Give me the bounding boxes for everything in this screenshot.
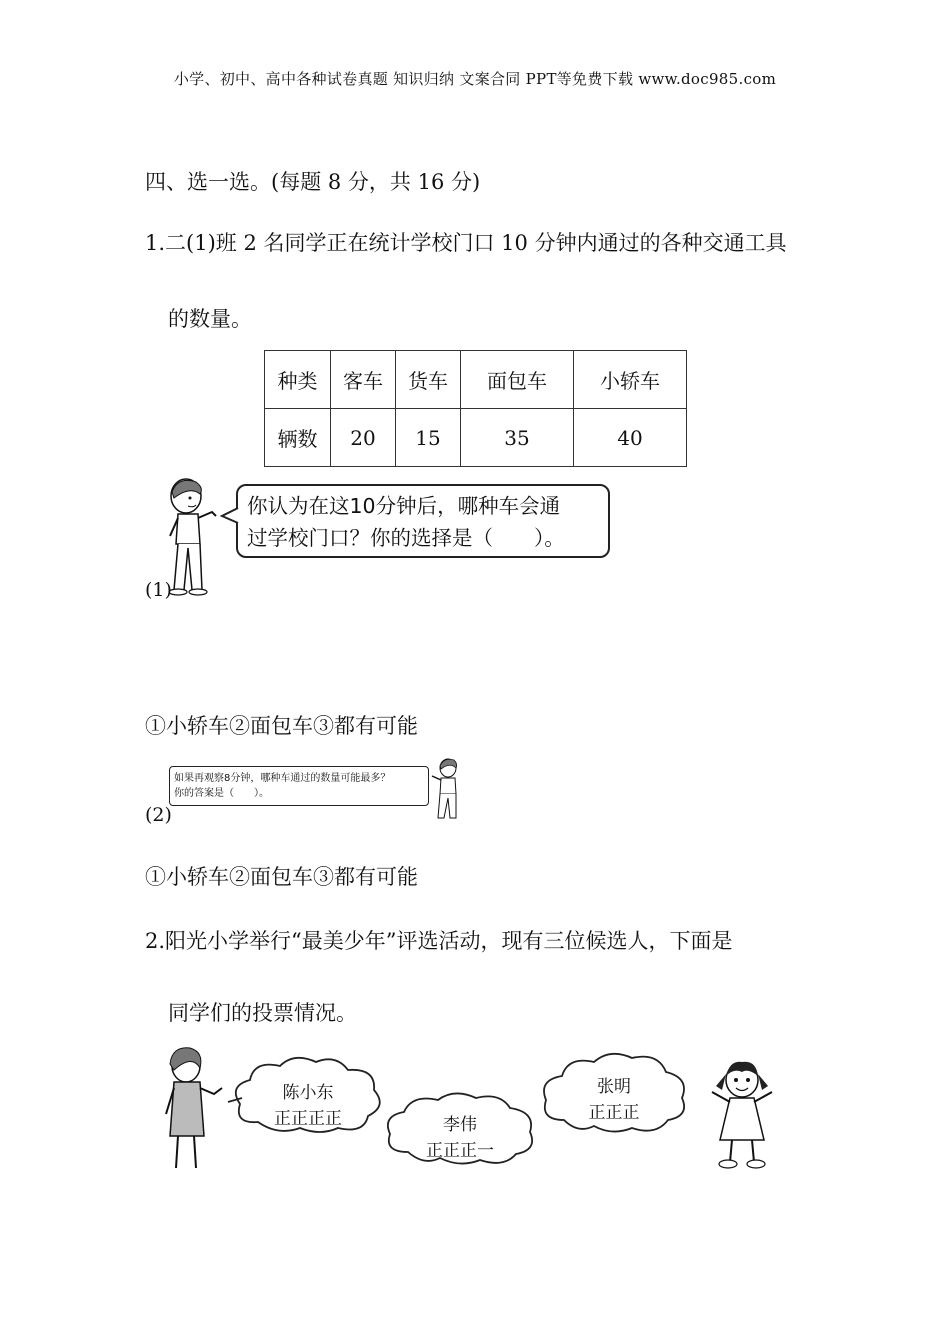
bubble-line: 如果再观察8分钟，哪种车通过的数量可能最多？ bbox=[174, 773, 391, 784]
table-header-cell: 客车 bbox=[331, 351, 396, 409]
bubble-line: 你认为在这10分钟后，哪种车会通 bbox=[247, 494, 561, 518]
table-header-row bbox=[265, 351, 687, 409]
sub-question-label-1: (1) bbox=[145, 579, 172, 601]
vehicle-table bbox=[264, 350, 687, 467]
q1-line1: 1.二(1)班 2 名同学正在统计学校门口 10 分钟内通过的各种交通工具 bbox=[145, 231, 787, 255]
table-header-cell: 小轿车 bbox=[574, 351, 687, 409]
q2-line1: 2.阳光小学举行“最美少年”评选活动，现有三位候选人，下面是 bbox=[145, 929, 733, 953]
q1-line2: 的数量。 bbox=[168, 307, 252, 331]
candidate-name: 张明 bbox=[597, 1077, 631, 1097]
bubble-line: 你的答案是（ ）。 bbox=[174, 788, 269, 799]
table-cell: 40 bbox=[574, 409, 687, 467]
table-row bbox=[265, 409, 687, 467]
table-cell: 35 bbox=[461, 409, 574, 467]
table-cell: 20 bbox=[331, 409, 396, 467]
speech-bubble-q1-1 bbox=[236, 484, 610, 558]
small-boy-illustration bbox=[428, 756, 468, 822]
bubble-tail bbox=[220, 508, 240, 524]
section-title: 四、选一选。(每题 8 分，共 16 分) bbox=[145, 170, 481, 194]
girl-right-illustration bbox=[700, 1056, 784, 1172]
speech-bubble-q1-2 bbox=[169, 766, 429, 806]
table-header-cell: 货车 bbox=[396, 351, 461, 409]
table-header-cell: 面包车 bbox=[461, 351, 574, 409]
girl-left-illustration bbox=[158, 1044, 234, 1174]
options-1: ①小轿车②面包车③都有可能 bbox=[145, 714, 418, 738]
candidate-name: 陈小东 bbox=[282, 1083, 334, 1103]
boy-illustration bbox=[160, 474, 240, 598]
page-header: 小学、初中、高中各种试卷真题 知识归纳 文案合同 PPT等免费下载 www.doc985.com bbox=[173, 70, 777, 88]
table-header-cell: 种类 bbox=[265, 351, 331, 409]
candidate-tally: 正正正一 bbox=[426, 1141, 494, 1161]
q2-line2: 同学们的投票情况。 bbox=[168, 1001, 357, 1025]
candidate-tally: 正正正 bbox=[588, 1103, 640, 1123]
bubble-line: 过学校门口？你的选择是（ ）。 bbox=[247, 526, 565, 550]
candidate-name: 李伟 bbox=[443, 1115, 477, 1135]
table-row-label: 辆数 bbox=[265, 409, 331, 467]
candidate-tally: 正正正正 bbox=[274, 1109, 342, 1129]
options-2: ①小轿车②面包车③都有可能 bbox=[145, 865, 418, 889]
sub-question-label-2: (2) bbox=[145, 804, 172, 826]
table-cell: 15 bbox=[396, 409, 461, 467]
